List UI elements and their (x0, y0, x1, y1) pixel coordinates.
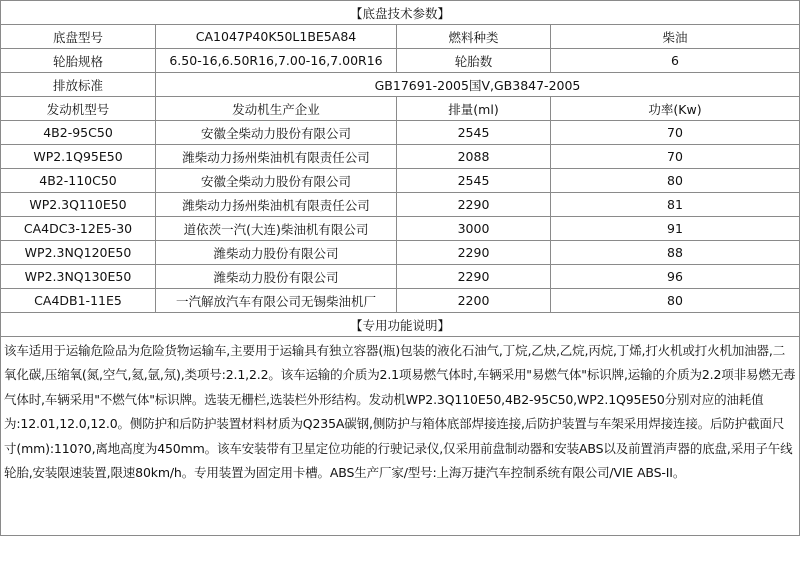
engine-model: CA4DC3-12E5-30 (1, 217, 156, 241)
engine-power: 80 (551, 169, 800, 193)
tire-count-label: 轮胎数 (397, 49, 551, 73)
engine-power: 91 (551, 217, 800, 241)
emission-value: GB17691-2005国Ⅴ,GB3847-2005 (156, 73, 800, 97)
engine-maker: 一汽解放汽车有限公司无锡柴油机厂 (156, 289, 397, 313)
emission-label: 排放标准 (1, 73, 156, 97)
engine-power: 96 (551, 265, 800, 289)
engine-header-model: 发动机型号 (1, 97, 156, 121)
engine-model: WP2.3NQ130E50 (1, 265, 156, 289)
fuel-type-value: 柴油 (551, 25, 800, 49)
engine-power: 80 (551, 289, 800, 313)
chassis-model-row (1, 25, 800, 49)
chassis-model-label: 底盘型号 (1, 25, 156, 49)
engine-displacement: 2088 (397, 145, 551, 169)
fuel-type-label: 燃料种类 (397, 25, 551, 49)
engine-displacement: 2290 (397, 193, 551, 217)
engine-power: 70 (551, 121, 800, 145)
engine-row (1, 241, 800, 265)
engine-header-maker: 发动机生产企业 (156, 97, 397, 121)
engine-power: 81 (551, 193, 800, 217)
engine-power: 88 (551, 241, 800, 265)
engine-row (1, 217, 800, 241)
engine-model: CA4DB1-11E5 (1, 289, 156, 313)
tire-spec-label: 轮胎规格 (1, 49, 156, 73)
tire-row (1, 49, 800, 73)
engine-row (1, 121, 800, 145)
engine-model: 4B2-95C50 (1, 121, 156, 145)
engine-model: WP2.1Q95E50 (1, 145, 156, 169)
engine-row (1, 265, 800, 289)
chassis-model-value: CA1047P40K50L1BE5A84 (156, 25, 397, 49)
engine-row (1, 289, 800, 313)
engine-displacement: 2290 (397, 265, 551, 289)
tire-count-value: 6 (551, 49, 800, 73)
engine-model: WP2.3Q110E50 (1, 193, 156, 217)
engine-maker: 安徽全柴动力股份有限公司 (156, 121, 397, 145)
engine-power: 70 (551, 145, 800, 169)
engine-displacement: 2545 (397, 169, 551, 193)
chassis-section-title: 【底盘技术参数】 (1, 1, 800, 25)
engine-model: 4B2-110C50 (1, 169, 156, 193)
engine-displacement: 2200 (397, 289, 551, 313)
engine-header-displacement: 排量(ml) (397, 97, 551, 121)
function-description-text: 该车适用于运输危险品为危险货物运输车,主要用于运输具有独立容器(瓶)包装的液化石油气,丁烷,乙炔,乙烷,丙烷,丁烯,打火机或打火机加油器,二氧化碳,压缩氧(氮,空气,氦,氩,氖),类项号:2.1,2.2。该车运输的介质为2.1项易燃气体时,车辆采用"易燃气体"标识牌,运输的介质为2.2项非易燃无毒气体时,车辆采用"不燃气体"标识牌。选装无栅栏,选装栏外形结构。发动机WP2.3Q110E50,4B2-95C50,WP2.1Q95E50分别对应的油耗值为:12.01,12.0,12.0。侧防护和后防护装置材料材质为Q235A碳钢,侧防护与箱体底部焊接连接,后防护装置与车架采用焊接连接。后防护截面尺寸(mm):110?0,离地高度为450mm。该车安装带有卫星定位功能的行驶记录仪,仅采用前盘制动器和安装ABS以及前置消声器的底盘,采用子午线轮胎,安装限速装置,限速80km/h。专用装置为固定用卡槽。ABS生产厂家/型号:上海万捷汽车控制系统有限公司/VIE ABS-II。 (4, 343, 796, 481)
tire-spec-value: 6.50-16,6.50R16,7.00-16,7.00R16 (156, 49, 397, 73)
emission-row (1, 73, 800, 97)
function-description (1, 337, 800, 536)
engine-maker: 安徽全柴动力股份有限公司 (156, 169, 397, 193)
engine-displacement: 2545 (397, 121, 551, 145)
engine-maker: 潍柴动力股份有限公司 (156, 265, 397, 289)
engine-row (1, 193, 800, 217)
engine-maker: 道依茨一汽(大连)柴油机有限公司 (156, 217, 397, 241)
engine-row (1, 169, 800, 193)
engine-displacement: 3000 (397, 217, 551, 241)
engine-row (1, 145, 800, 169)
engine-maker: 潍柴动力扬州柴油机有限责任公司 (156, 145, 397, 169)
function-section-title: 【专用功能说明】 (1, 313, 800, 337)
engine-header-row (1, 97, 800, 121)
engine-header-power: 功率(Kw) (551, 97, 800, 121)
engine-displacement: 2290 (397, 241, 551, 265)
engine-maker: 潍柴动力股份有限公司 (156, 241, 397, 265)
engine-model: WP2.3NQ120E50 (1, 241, 156, 265)
engine-maker: 潍柴动力扬州柴油机有限责任公司 (156, 193, 397, 217)
